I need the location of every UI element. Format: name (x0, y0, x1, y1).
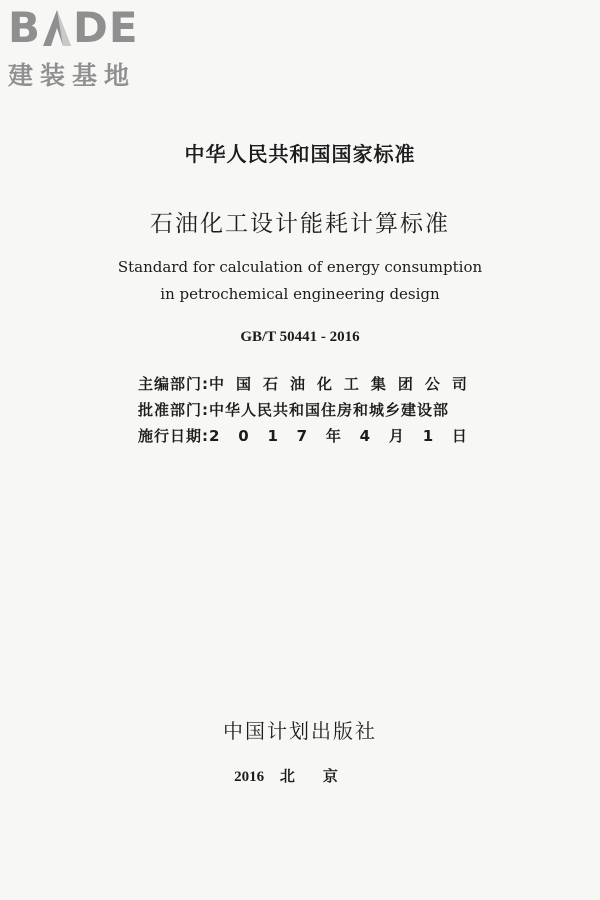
title-english-line1: Standard for calculation of energy consumption (117, 258, 483, 276)
watermark-letter-b: B (8, 3, 42, 52)
spread-char: 油 (289, 375, 306, 393)
editor-value (209, 372, 468, 398)
publication-city: 北京 (279, 769, 366, 785)
publication-place (0, 765, 600, 786)
spread-char: 司 (451, 375, 468, 393)
spread-char: 1 (422, 427, 435, 445)
spread-char: 石 (262, 375, 279, 393)
meta-row-editor (138, 372, 468, 398)
spread-char: 1 (267, 427, 279, 445)
national-standard-heading: 中华人民共和国国家标准 (184, 142, 416, 166)
meta-row-effective (138, 424, 468, 450)
watermark-a-icon (43, 10, 71, 46)
meta-row-approver (138, 398, 468, 424)
spread-char: 月 (388, 427, 405, 445)
publisher-name: 中国计划出版社 (223, 719, 377, 743)
title-english-line2: in petrochemical engineering design (160, 285, 440, 303)
title-chinese: 石油化工设计能耗计算标准 (150, 211, 450, 237)
spread-char: 工 (343, 375, 360, 393)
standard-code: GB/T 50441 - 2016 (240, 329, 360, 345)
spread-char: 0 (238, 427, 250, 445)
spread-char: 2 (209, 427, 221, 445)
spread-char: 日 (451, 427, 468, 445)
effective-label: 施行日期: (138, 427, 209, 445)
effective-value (209, 424, 468, 450)
watermark-logo (8, 3, 178, 92)
spread-char: 中 (209, 375, 226, 393)
watermark-brand (8, 3, 178, 52)
spread-char: 年 (325, 427, 342, 445)
publication-year: 2016 (234, 769, 265, 785)
spread-char: 化 (316, 375, 333, 393)
spread-char: 集 (370, 375, 387, 393)
watermark-letters-de: DE (73, 3, 139, 52)
spread-char: 公 (424, 375, 441, 393)
watermark-subtitle: 建装基地 (8, 61, 137, 90)
spread-char: 国 (235, 375, 252, 393)
spread-char: 4 (359, 427, 372, 445)
editor-label: 主编部门: (138, 375, 209, 393)
spread-char: 团 (397, 375, 414, 393)
approver-label: 批准部门: (138, 401, 209, 419)
approver-value: 中华人民共和国住房和城乡建设部 (209, 401, 450, 419)
spread-char: 7 (296, 427, 309, 445)
meta-block (138, 372, 468, 450)
